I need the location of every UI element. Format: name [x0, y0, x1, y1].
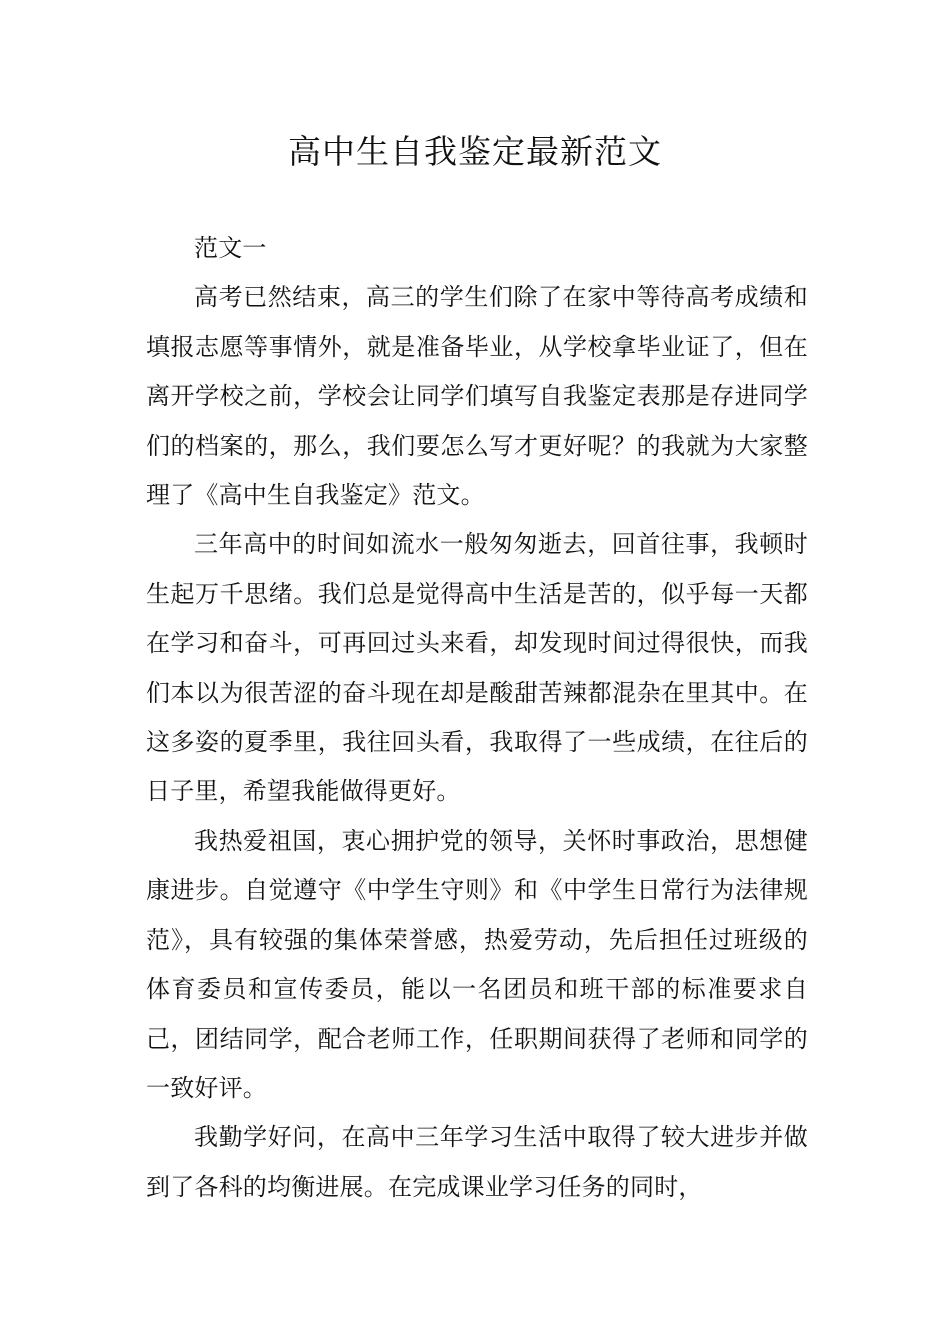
section-heading: 范文一 — [194, 234, 267, 262]
paragraph: 我热爱祖国，衷心拥护党的领导，关怀时事政治，思想健康进步。自觉遵守《中学生守则》和《中学生日常行为法律规范》，具有较强的集体荣誉感，热爱劳动，先后担任过班级的体育委员和宣传委员，能以一名团员和班干部的标准要求自己，团结同学，配合老师工作，任职期间获得了老师和同学的一致好评。 — [146, 826, 808, 1102]
paragraph: 三年高中的时间如流水一般匆匆逝去，回首往事，我顿时生起万千思绪。我们总是觉得高中生活是苦的，似乎每一天都在学习和奋斗，可再回过头来看，却发现时间过得很快，而我们本以为很苦涩的奋斗现在却是酸甜苦辣都混杂在里其中。在这多姿的夏季里，我往回头看，我取得了一些成绩，在往后的日子里，希望我能做得更好。 — [146, 530, 808, 806]
document-title: 高中生自我鉴定最新范文 — [288, 132, 662, 171]
document-body — [146, 224, 808, 1212]
paragraph: 高考已然结束，高三的学生们除了在家中等待高考成绩和填报志愿等事情外，就是准备毕业，从学校拿毕业证了，但在离开学校之前，学校会让同学们填写自我鉴定表那是存进同学们的档案的，那么，我们要怎么写才更好呢？的我就为大家整理了《高中生自我鉴定》范文。 — [146, 283, 808, 510]
paragraph: 我勤学好问，在高中三年学习生活中取得了较大进步并做到了各科的均衡进展。在完成课业学习任务的同时， — [146, 1123, 808, 1201]
